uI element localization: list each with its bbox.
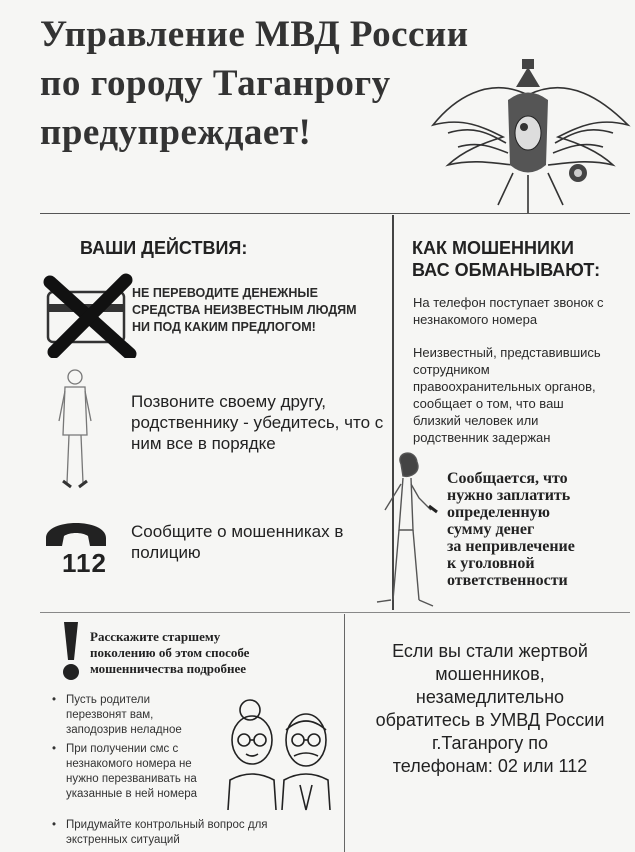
list-item: [52, 818, 346, 848]
report-police-advice: [131, 521, 381, 563]
scam-line: сотрудником: [413, 362, 490, 377]
crossed-card-icon: [40, 270, 140, 358]
warning-line: НИ ПОД КАКИМ ПРЕДЛОГОМ!: [132, 320, 316, 334]
bullet-line: • Пусть родители: [66, 694, 151, 706]
emergency-number: 112: [62, 548, 107, 578]
scam-step-impersonation: [413, 344, 628, 446]
bullet-line: нужно перезванивать на: [66, 773, 197, 785]
scam-line: сообщает о том, что ваш: [413, 396, 564, 411]
scam-line: родственник задержан: [413, 430, 551, 445]
divider-vertical-lower: [344, 614, 345, 852]
advice-line: Сообщите о мошенниках в: [131, 522, 344, 541]
tell-line: мошенничества подробнее: [90, 661, 247, 676]
scam-line: к уголовной: [447, 555, 535, 572]
scam-line: Неизвестный, представившись: [413, 345, 601, 360]
title-line-3: предупреждает!: [40, 112, 312, 153]
scam-line: сумму денег: [447, 521, 535, 538]
scam-heading-line: ВАС ОБМАНЫВАЮТ:: [412, 260, 601, 280]
scam-heading-line: КАК МОШЕННИКИ: [412, 238, 574, 258]
bullet-line: указанные в ней номера: [66, 788, 198, 800]
scam-line: ответственности: [447, 572, 568, 589]
phone-handset-icon: [42, 512, 110, 552]
bullet-line: перезвонят вам,: [66, 709, 154, 721]
advice-line: Позвоните своему другу,: [131, 392, 326, 411]
bullet-line: экстренных ситуаций: [66, 834, 180, 846]
scam-line: На телефон поступает звонок с: [413, 295, 604, 310]
scam-line: незнакомого номера: [413, 312, 538, 327]
scam-heading: [412, 237, 600, 281]
victim-line: г.Таганрогу по: [431, 733, 549, 753]
victim-phones-line: телефонам: 02 или 112: [392, 756, 588, 776]
woman-phone-figure-icon: [373, 450, 445, 610]
divider-top: [40, 213, 630, 214]
victim-line: мошенников,: [435, 664, 545, 684]
victim-line: незамедлительно: [415, 687, 565, 707]
scam-line: Сообщается, что: [447, 470, 568, 487]
advice-line: родственнику - убедитесь, что с: [131, 413, 384, 432]
title-line-2: по городу Таганрогу: [40, 63, 391, 104]
scam-line: за непривлечение: [447, 538, 575, 555]
scam-line: нужно заплатить: [447, 487, 571, 504]
warning-line: НЕ ПЕРЕВОДИТЕ ДЕНЕЖНЫЕ: [132, 286, 318, 300]
call-relative-advice: [131, 391, 386, 454]
mvd-eagle-emblem-icon: [428, 55, 633, 215]
actions-heading: ВАШИ ДЕЙСТВИЯ:: [80, 238, 248, 258]
title-line-1: Управление МВД России: [40, 14, 469, 55]
scam-line: определенную: [447, 504, 550, 521]
divider-middle: [40, 612, 630, 613]
bullet-line: заподозрив неладное: [66, 724, 182, 736]
advice-line: ним все в порядке: [131, 434, 276, 453]
tell-line: поколению об этом способе: [90, 645, 250, 660]
bullet-line: незнакомого номера не: [66, 758, 192, 770]
victim-line: Если вы стали жертвой: [392, 641, 588, 661]
person-figure-icon: [55, 365, 95, 490]
tell-elders-heading: [90, 629, 320, 677]
warning-line: СРЕДСТВА НЕИЗВЕСТНЫМ ЛЮДЯМ: [132, 303, 357, 317]
advice-line: полицию: [131, 543, 201, 562]
bullet-line: • Придумайте контрольный вопрос для: [66, 819, 268, 831]
scam-step-call: [413, 294, 628, 328]
scam-line: правоохранительных органов,: [413, 379, 596, 394]
victim-line: обратитесь в УМВД России: [375, 710, 605, 730]
victim-contact-block: [355, 640, 625, 778]
scam-line: близкий человек или: [413, 413, 539, 428]
tell-line: Расскажите старшему: [90, 629, 221, 644]
elderly-couple-icon: [220, 690, 340, 815]
bullet-line: • При получении смс с: [66, 743, 179, 755]
scam-step-demand: [447, 470, 622, 589]
warning-do-not-transfer: [132, 285, 382, 336]
exclamation-icon: [58, 620, 84, 682]
